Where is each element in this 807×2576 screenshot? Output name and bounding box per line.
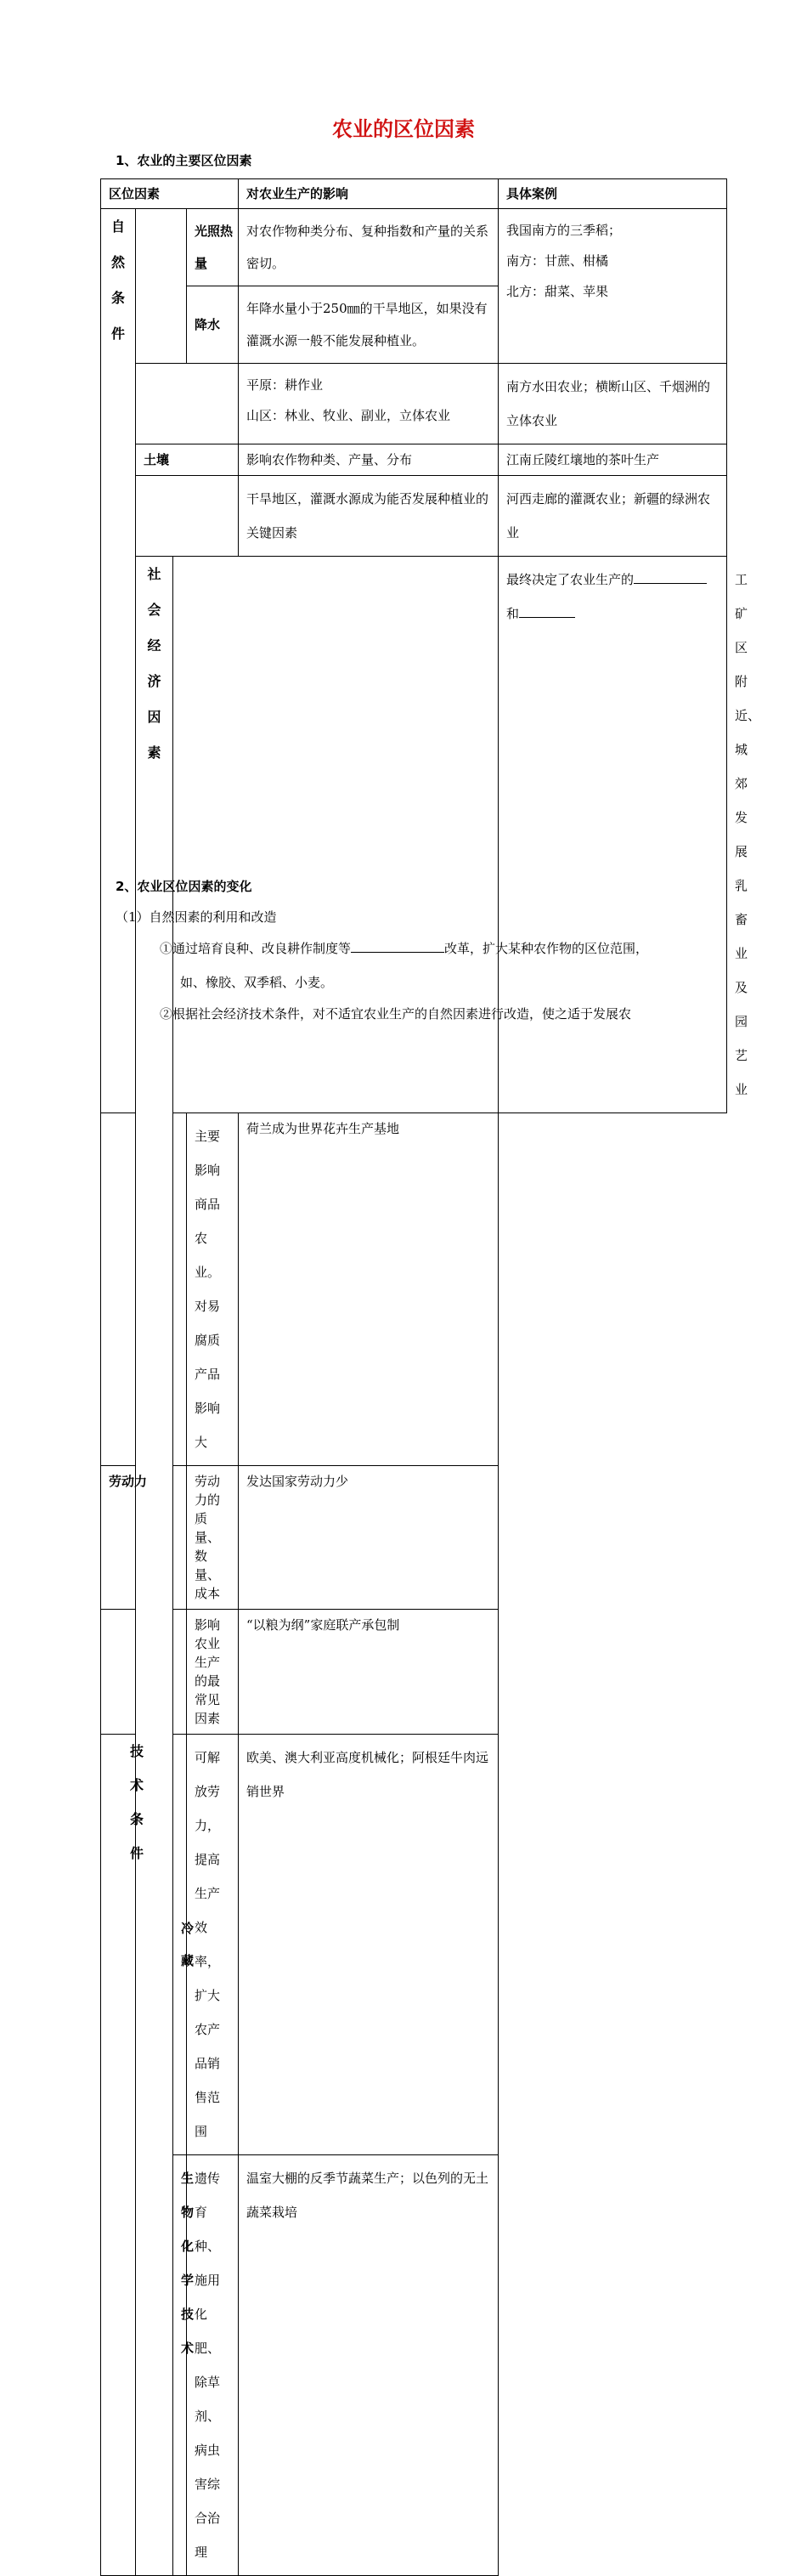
water-example: 河西走廊的灌溉农业；新疆的绿洲农业: [499, 476, 727, 557]
climate-example-line: 南方：甘蔗、柑橘: [506, 253, 609, 269]
table-row: 社会经济因素 最终决定了农业生产的 和 工矿区附近、城郊发展乳畜业及园艺业: [101, 557, 727, 1113]
answer-blank: [634, 569, 707, 584]
climate-example: [499, 209, 727, 364]
labor-example: 发达国家劳动力少: [239, 1466, 499, 1610]
rain-effect: 年降水量小于250㎜的干旱地区，如果没有灌溉水源一般不能发展种植业。: [239, 286, 499, 364]
answer-blank: [351, 938, 444, 953]
transport-blank-cell: [101, 1113, 187, 1466]
climate-example-line: 北方：甜菜、苹果: [506, 284, 609, 299]
item1-text: 改革，扩大某种农作物的区位范围，: [444, 941, 649, 956]
market-effect: [499, 557, 727, 1113]
header-factor: 区位因素: [101, 179, 239, 209]
soil-label: 土壤: [136, 444, 239, 476]
natural-group-label: 自然条件: [101, 209, 136, 1113]
table-row: [101, 476, 727, 557]
location-factors-table: [100, 178, 761, 2576]
table-header-row: [101, 179, 727, 209]
cold-storage-effect: 可解放劳力，提高生产效率，扩大农产品销售范围: [187, 1735, 239, 2155]
policy-effect: 影响农业生产的最常见因素: [187, 1610, 239, 1735]
paragraph-item2: ②根据社会经济技术条件，对不适宜农业生产的自然因素进行改造，使之适于发展农: [160, 1006, 632, 1022]
table-row: [101, 1610, 727, 1735]
paragraph-item1: [160, 938, 648, 957]
item1-text: ①通过培育良种、改良耕作制度等: [160, 941, 352, 956]
climate-blank-cell: [136, 209, 187, 364]
terrain-effect: [239, 364, 499, 444]
light-heat-label: 光照热量: [187, 209, 239, 286]
market-effect-text: 最终决定了农业生产的: [506, 572, 635, 587]
policy-blank-cell: [101, 1610, 187, 1735]
water-effect: 干旱地区，灌溉水源成为能否发展种植业的关键因素: [239, 476, 499, 557]
table-row: [101, 364, 727, 444]
transport-effect: 主要影响商品农业。对易腐质产品影响大: [187, 1113, 239, 1466]
section2-subheading: （1）自然因素的利用和改造: [116, 909, 277, 925]
terrain-example: 南方水田农业；横断山区、千烟洲的立体农业: [499, 364, 727, 444]
paragraph-item1-cont: 如、橡胶、双季稻、小麦。: [180, 975, 334, 990]
header-effect: 对农业生产的影响: [239, 179, 499, 209]
soil-effect: 影响农作物种类、产量、分布: [239, 444, 499, 476]
social-group-label: 社会经济因素: [136, 557, 173, 2576]
labor-effect: 劳动力的质量、数量、成本: [187, 1466, 239, 1610]
policy-example: “以粮为纲”家庭联产承包制: [239, 1610, 499, 1735]
biochem-effect: 遗传育种、施用化肥、除草剂、病虫害综合治理: [187, 2155, 239, 2576]
answer-blank: [519, 603, 575, 618]
terrain-blank-cell: [136, 364, 239, 444]
labor-label: 劳动力: [101, 1466, 187, 1610]
tech-group-label: 技术条件: [101, 1735, 173, 2576]
header-example: 具体案例: [499, 179, 727, 209]
transport-example: 荷兰成为世界花卉生产基地: [239, 1113, 499, 1466]
section2-heading: 2、农业区位因素的变化: [116, 879, 252, 894]
table-row: [101, 2155, 727, 2576]
market-blank-cell: [173, 557, 499, 1113]
table-row: [101, 1466, 727, 1610]
table-row: [101, 1113, 727, 1466]
section1-heading: 1、农业的主要区位因素: [116, 153, 252, 168]
terrain-effect-line: 山区：林业、牧业、副业，立体农业: [246, 408, 451, 423]
terrain-effect-line: 平原：耕作业: [246, 377, 324, 393]
table-row: [101, 209, 727, 286]
market-effect-text: 和: [506, 606, 520, 621]
table-row: [101, 444, 727, 476]
biochem-label: 生物化学技术: [173, 2155, 187, 2576]
water-blank-cell: [136, 476, 239, 557]
biochem-example: 温室大棚的反季节蔬菜生产；以色列的无土蔬菜栽培: [239, 2155, 499, 2576]
cold-storage-example: 欧美、澳大利亚高度机械化；阿根廷牛肉远销世界: [239, 1735, 499, 2155]
climate-example-line: 我国南方的三季稻；: [506, 223, 622, 238]
soil-example: 江南丘陵红壤地的茶叶生产: [499, 444, 727, 476]
cold-storage-label: 冷藏: [173, 1735, 187, 2155]
rain-label: 降水: [187, 286, 239, 364]
light-heat-effect: 对农作物种类分布、复种指数和产量的关系密切。: [239, 209, 499, 286]
table-row: [101, 1735, 727, 2155]
page-title: 农业的区位因素: [332, 117, 475, 141]
